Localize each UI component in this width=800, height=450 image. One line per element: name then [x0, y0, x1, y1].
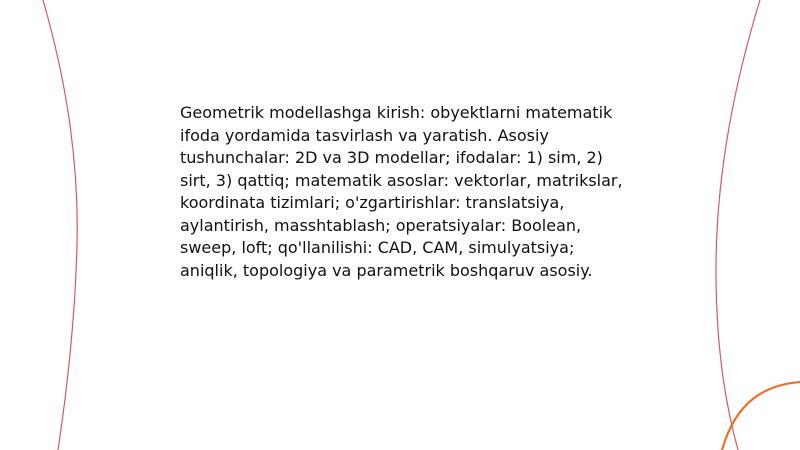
- slide-body-text: Geometrik modellashga kirish: obyektlarni matematik ifoda yordamida tasvirlash va yaratish. Asosiy tushunchalar: 2D va 3D modellar; ifodalar: 1) sim, 2) sirt, 3) qattiq; matematik asoslar: vektorlar, matrikslar, koordinata tizimlari; o'zgartirishlar: translatsiya, aylantirish, masshtablash; operatsiyalar: Boolean, sweep, loft; qo'llanilishi: CAD, CAM, simulyatsiya; aniqlik, topologiya va parametrik boshqaruv asosiy.: [180, 103, 623, 280]
- right-red-curve: [716, 0, 760, 450]
- orange-corner-arc: [722, 382, 800, 450]
- left-red-curve: [43, 0, 77, 450]
